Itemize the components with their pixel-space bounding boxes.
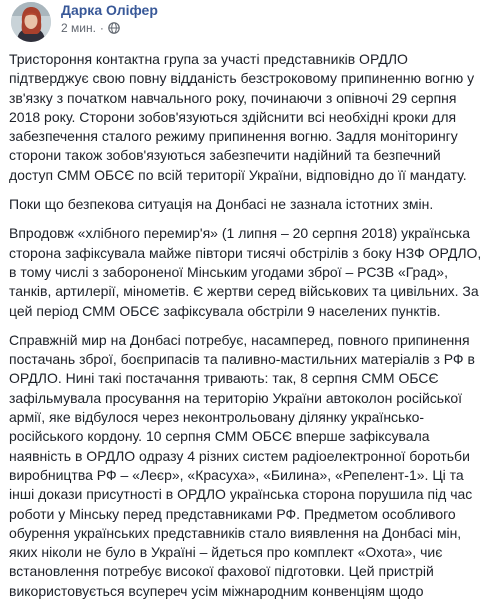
post-paragraph-3: Впродовж «хлібного перемир'я» (1 липня – 20 серпня 2018) українська сторона зафіксувала майже півтори тисячі обстрілів з боку НЗФ ОРДЛО, в тому числі з забороненої Мінським угодами зброї – РСЗВ «Град», танків, артилерії, мінометів. Є жертви серед військових та цивільних. За цей період СММ ОБСЄ зафіксувала обстріли 9 населених пунктів. — [9, 225, 482, 319]
globe-icon[interactable] — [108, 22, 120, 34]
post-timestamp[interactable]: 2 мин. — [61, 21, 96, 35]
post-paragraph-1: Тристороння контактна група за участі представників ОРДЛО підтверджує свою повну відданість безстроковому припиненню вогню у зв'язку з початком навчального року, починаючи з опівночі 29 серпня 2018 року. Сторони зобов'язуються здійснити всі необхідні кроки для забезпечення сталого режиму припинення вогню. Задля моніторингу сторони також зобов'язуються забезпечити надійний та безпечний доступ СММ ОБСЄ по всій території України, відповідно до її мандату. — [9, 51, 475, 183]
post-header — [0, 0, 492, 40]
avatar[interactable] — [11, 2, 51, 42]
post-body — [9, 50, 487, 611]
post-paragraph-2: Поки що безпекова ситуація на Донбасі не зазнала істотних змін. — [9, 196, 434, 213]
author-name[interactable]: Дарка Оліфер — [61, 2, 158, 18]
post-meta — [61, 20, 120, 36]
meta-separator: · — [99, 21, 104, 35]
post-paragraph-4: Справжній мир на Донбасі потребує, насамперед, повного припинення постачань зброї, боєприпасів та паливно-мастильних матеріалів з РФ в ОРДЛО. Нині такі постачання тривають: так, 8 серпня СММ ОБСЄ зафільмувала просування на територію України автоколон російської армії, яке відбулося через неконтрольовану ділянку українсько-російського кордону. 10 серпня СММ ОБСЄ вперше зафіксувала наявність в ОРДЛО одразу 4 різних систем радіоелектронної боротьби виробництва РФ – «Леєр», «Красуха», «Билина», «Репелент-1». Ці та інші докази присутності в ОРДЛО українська сторона порушила під час роботи у Мінську перед представниками РФ. Предметом особливого обурення українських представників стало виявлення на Донбасі мін, яких ніколи не було в Україні – йдеться про комплект «Охота», чиє встановлення потребує високої фахової підготовки. Цей пристрій використовується всупереч усім міжнародним конвенціям щодо — [9, 331, 475, 599]
